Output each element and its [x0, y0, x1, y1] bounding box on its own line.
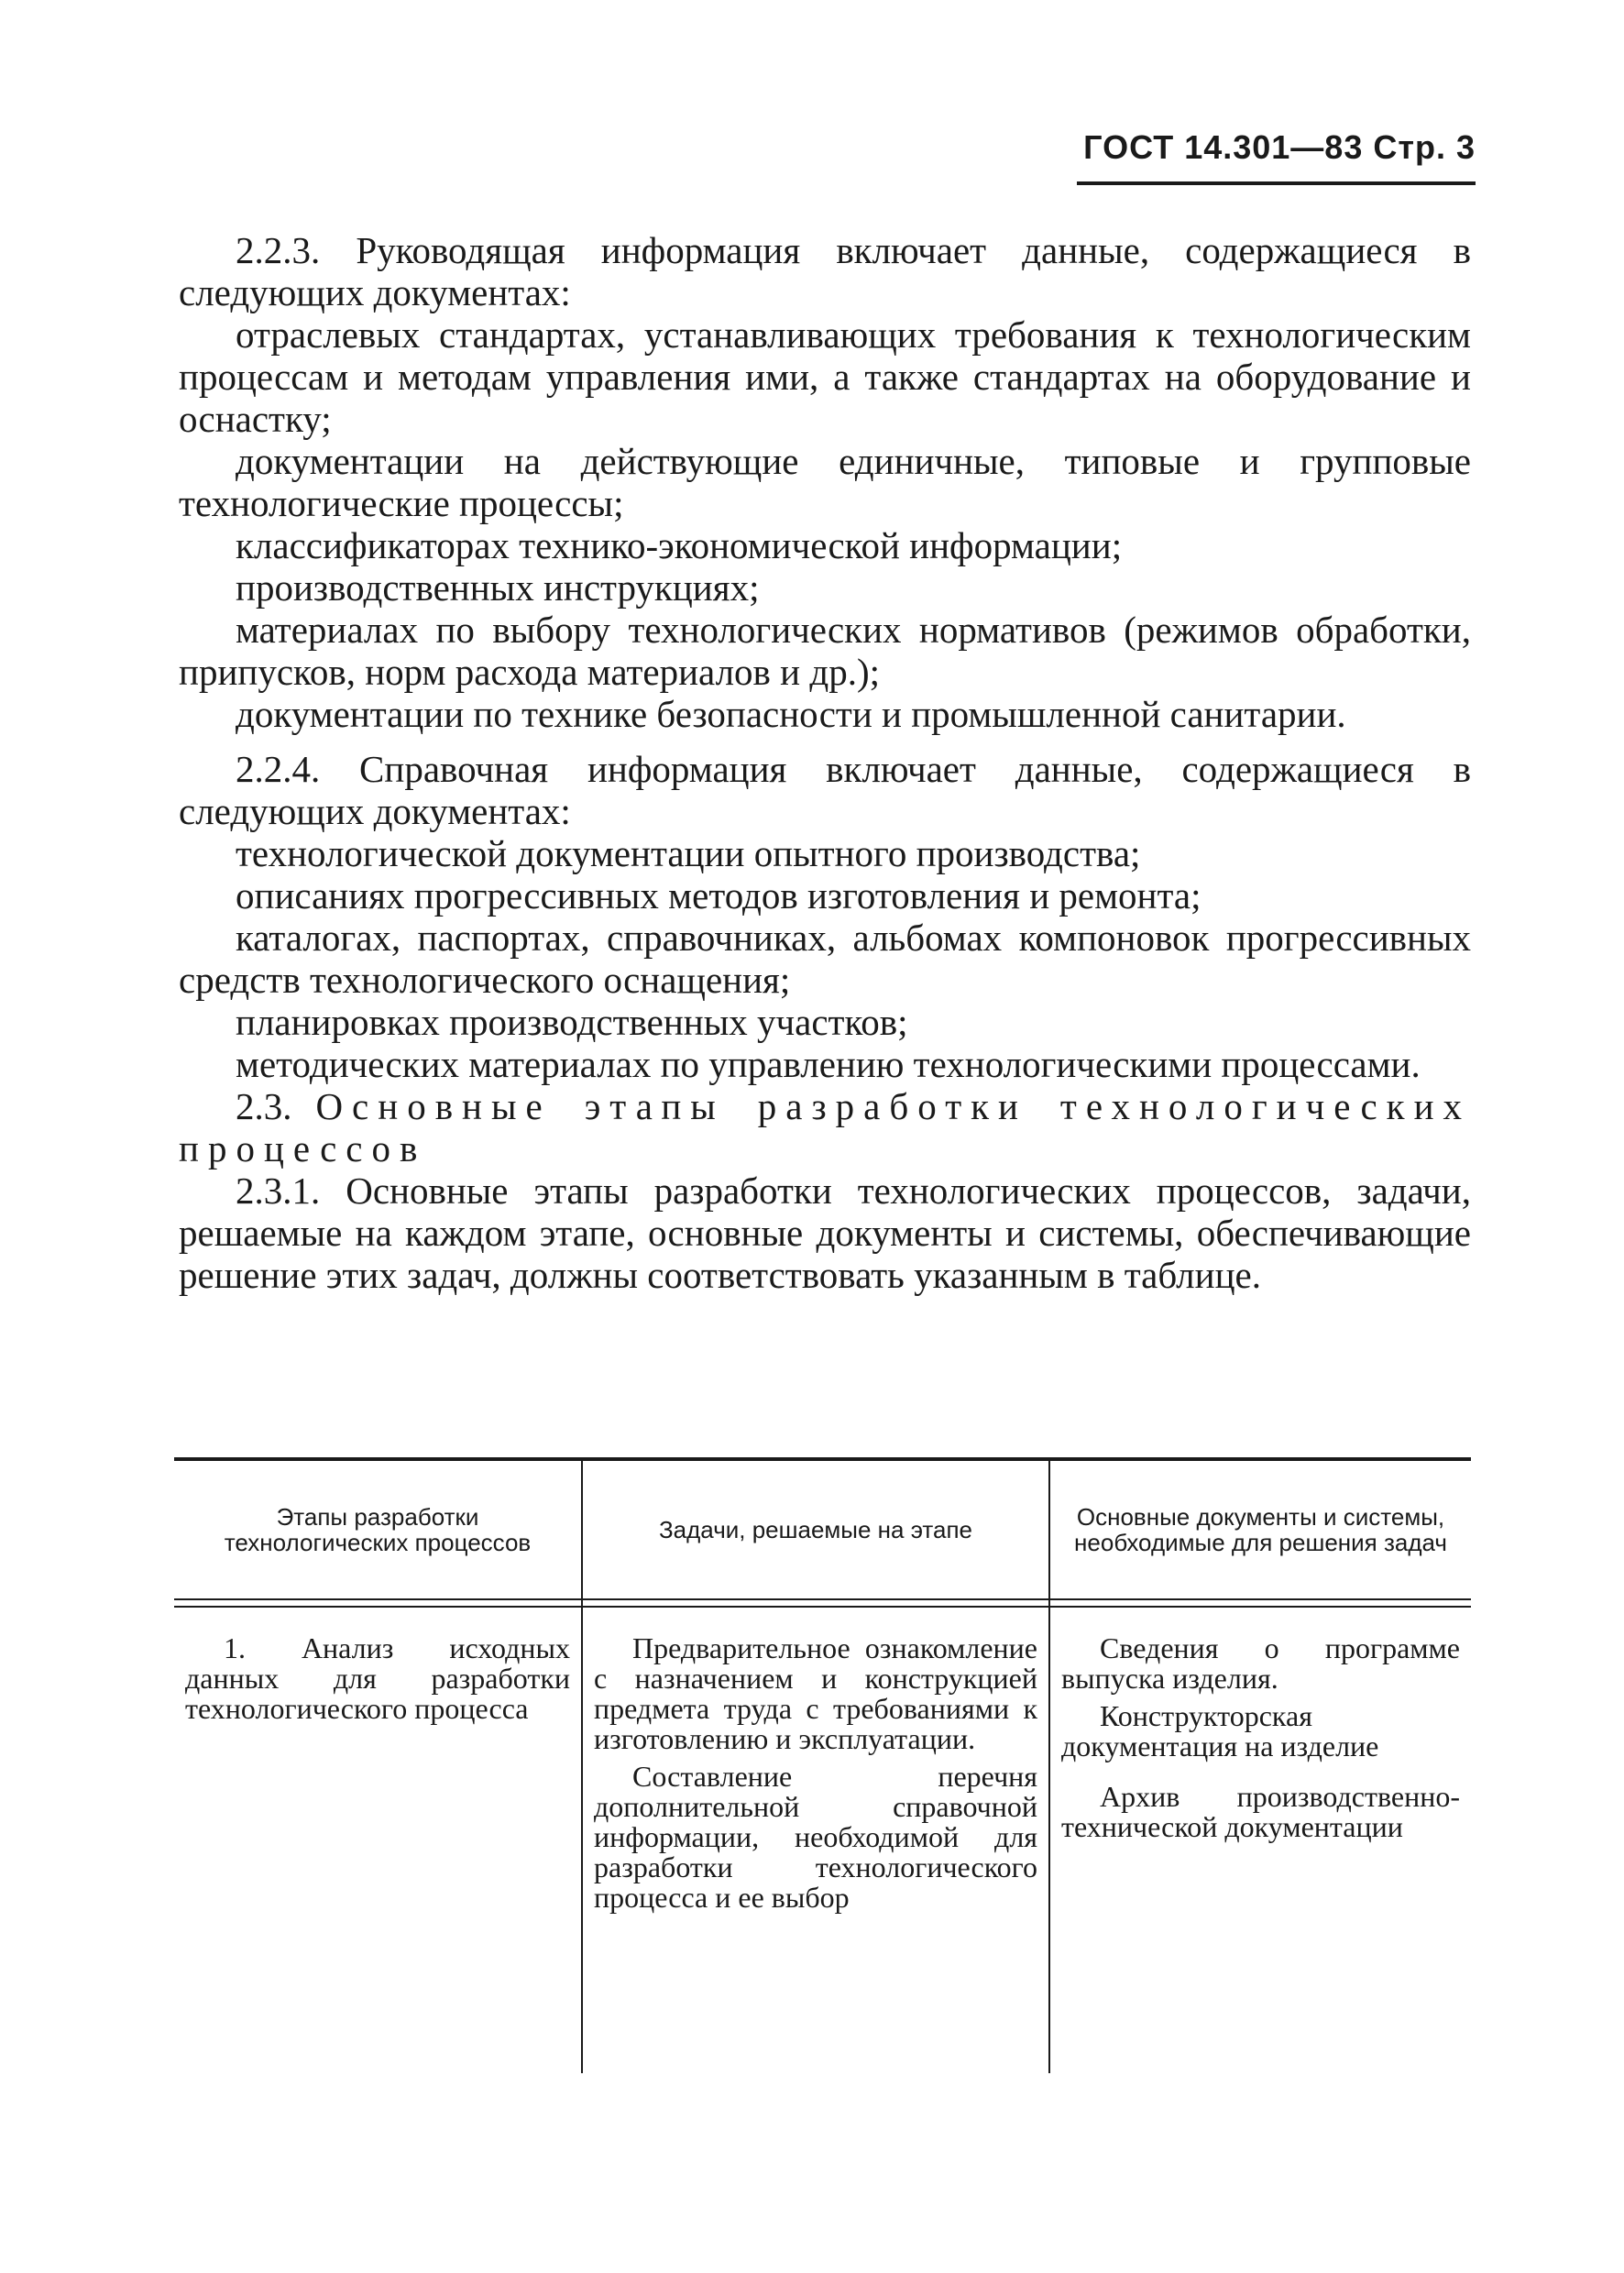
document-item: Сведения о программе выпуска изделия. — [1061, 1631, 1460, 1695]
header-documents: Основные документы и системы, необходимые для решения задач — [1049, 1459, 1471, 1599]
task-item: Составление перечня дополнительной справочной информации, необходимой для разработки технологического процесса и ее выбор — [594, 1760, 1037, 1914]
header-stages: Этапы разработки технологических процессов — [224, 1503, 532, 1556]
paragraph-list — [179, 229, 1471, 1085]
paragraph: документации по технике безопасности и промышленной санитарии. — [236, 693, 1346, 735]
header-rule — [1077, 181, 1476, 185]
paragraph: каталогах, паспортах, справочниках, альбомах компоновок прогрессивных средств технологического оснащения; — [179, 917, 1471, 1001]
paragraph: классификаторах технико-экономической информации; — [236, 524, 1123, 566]
section-number: 2.3. — [236, 1085, 292, 1127]
task-item: Предварительное ознакомление с назначением и конструкцией предмета труда с требованиями к изготовлению и эксплуатации. — [594, 1631, 1037, 1755]
stage-text: 1. Анализ исходных данных для разработки технологического процесса — [185, 1631, 570, 1725]
paragraph: методических материалах по управлению технологическими процессами. — [236, 1043, 1421, 1085]
paragraph: материалах по выбору технологических нормативов (режимов обработки, припусков, норм расхода материалов и др.); — [179, 609, 1471, 693]
stages-table-wrap — [174, 1457, 1471, 2073]
stages-table — [174, 1457, 1471, 2073]
paragraph-2-3-1: 2.3.1. Основные этапы разработки технологических процессов, задачи, решаемые на каждом этапе, основные документы и системы, обеспечивающие решение этих задач, должны соответствовать указанным в таблице. — [179, 1169, 1471, 1296]
paragraph: планировках производственных участков; — [236, 1001, 908, 1043]
cell-stage — [174, 1607, 582, 2073]
body-text — [179, 229, 1471, 1296]
table-header-row — [174, 1459, 1471, 1599]
cell-documents — [1049, 1607, 1471, 2073]
section-heading-2-3 — [179, 1085, 1471, 1169]
header-separator — [174, 1599, 1471, 1607]
page-header: ГОСТ 14.301—83 Стр. 3 — [1083, 128, 1476, 166]
header-tasks: Задачи, решаемые на этапе — [582, 1459, 1049, 1599]
paragraph: производственных инструкциях; — [236, 566, 760, 609]
paragraph: описаниях прогрессивных методов изготовления и ремонта; — [236, 874, 1202, 917]
table-row — [174, 1607, 1471, 2073]
document-item: Архив производственно-технической документации — [1061, 1780, 1460, 1843]
document-item: Конструкторская документация на изделие — [1061, 1699, 1379, 1762]
paragraph: 2.2.3. Руководящая информация включает данные, содержащиеся в следующих документах: — [179, 229, 1471, 313]
paragraph: 2.2.4. Справочная информация включает данные, содержащиеся в следующих документах: — [179, 748, 1471, 832]
paragraph: документации на действующие единичные, типовые и групповые технологические процессы; — [179, 440, 1471, 524]
section-title: Основные этапы разработки технологических процессов — [179, 1085, 1472, 1169]
paragraph: отраслевых стандартах, устанавливающих требования к технологическим процессам и методам управления ими, а также стандартах на оборудование и оснастку; — [179, 313, 1471, 440]
cell-tasks — [582, 1607, 1049, 2073]
paragraph: технологической документации опытного производства; — [236, 832, 1141, 874]
